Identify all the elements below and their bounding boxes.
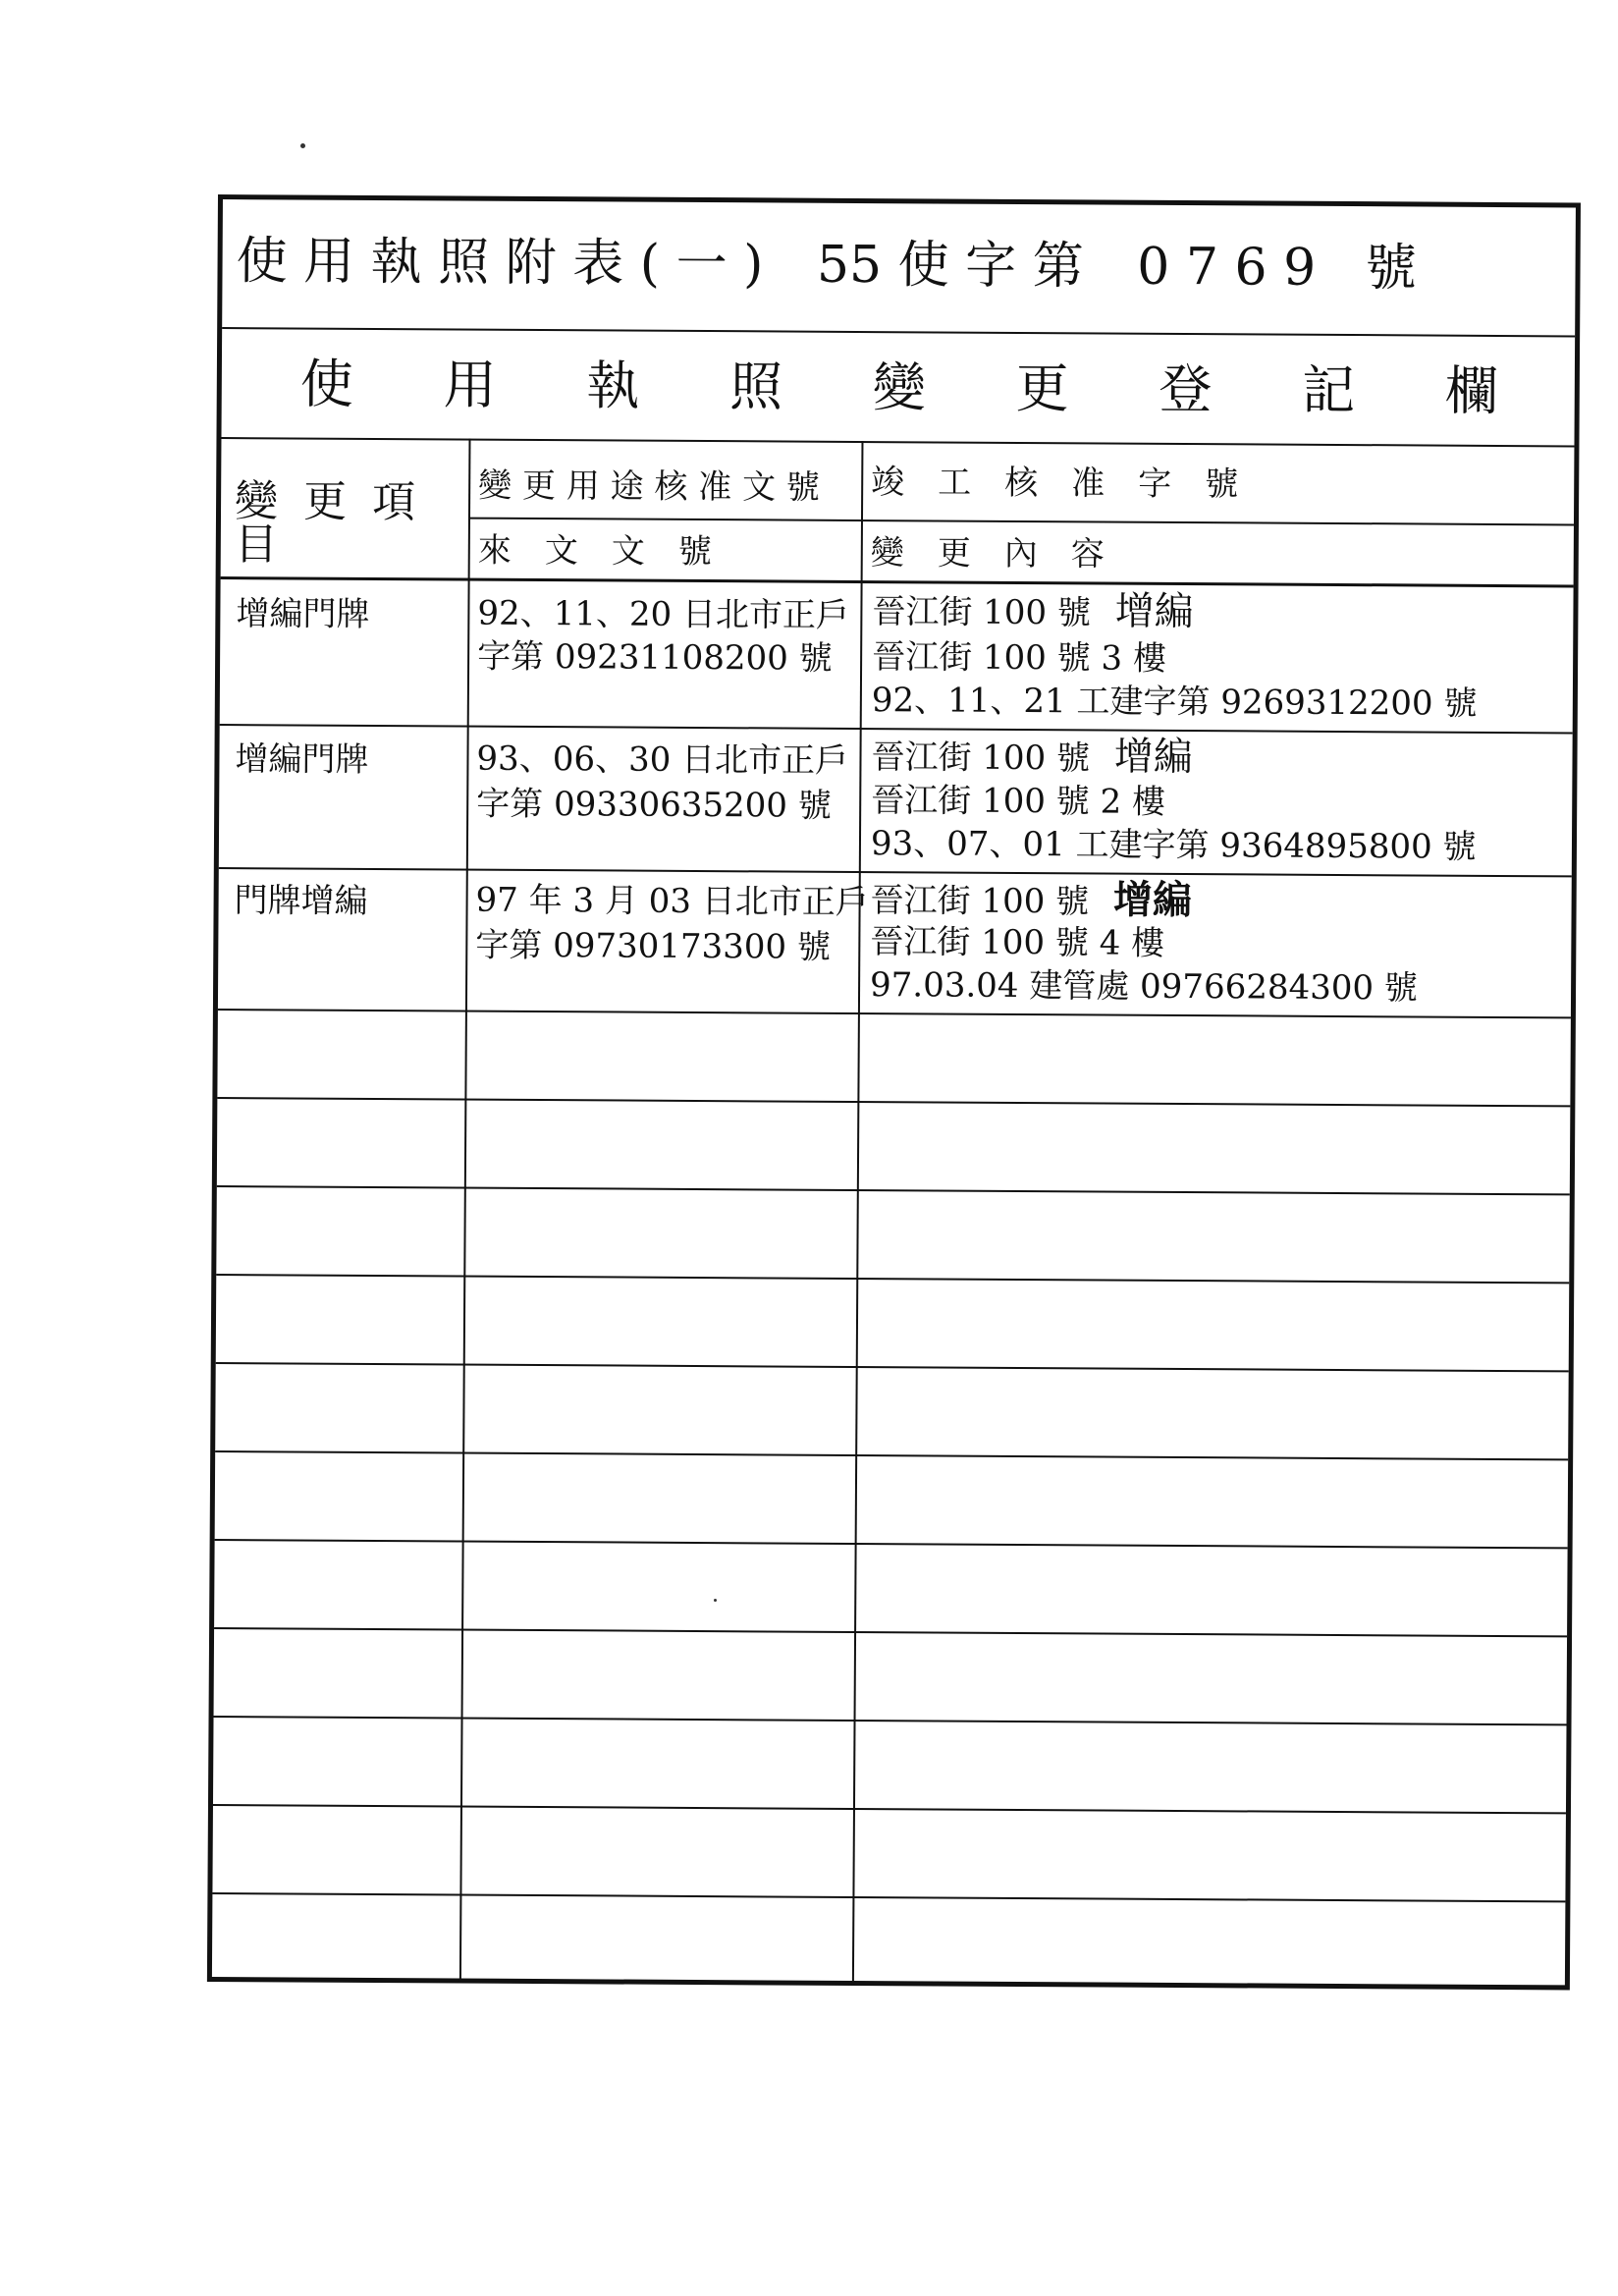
row1-doc-line2: 字第 09231108200 號 — [477, 636, 833, 679]
title-prefix: 使 用 執 照 附 表 ( 一 ) — [236, 232, 764, 295]
row3-doc-line1: 97 年 3 月 03 日北市正戶 — [475, 880, 869, 923]
added-tag: 增編 — [1114, 588, 1194, 635]
row3-doc-line2: 字第 09730173300 號 — [475, 925, 832, 967]
row2-doc-line2: 字第 09330635200 號 — [476, 784, 832, 826]
row1-item: 增編門牌 — [236, 594, 370, 634]
row-divider — [216, 1362, 1569, 1372]
divider — [221, 437, 1574, 447]
column-divider — [459, 439, 471, 1984]
row3-item: 門牌增編 — [234, 881, 368, 921]
row1-content-line3: 92、11、21 工建字第 9269312200 號 — [871, 681, 1478, 724]
divider — [222, 327, 1575, 337]
row-divider — [214, 1627, 1567, 1637]
row-divider — [218, 1009, 1571, 1018]
heading-char: 執 — [586, 355, 640, 417]
row-divider — [217, 1185, 1570, 1195]
address-text: 晉江街 100 號 — [871, 738, 1091, 779]
row2-content-line2: 晉江街 100 號 2 樓 — [871, 781, 1166, 822]
row3-content-line3: 97.03.04 建管處 09766284300 號 — [869, 965, 1418, 1009]
row2-item: 增編門牌 — [235, 739, 369, 780]
registration-form — [207, 194, 1581, 1990]
scan-speck — [300, 143, 305, 148]
added-tag: 增編 — [1112, 876, 1193, 924]
row2-doc-line1: 93、06、30 日北市正戶 — [476, 738, 849, 781]
heading-char: 使 — [299, 353, 354, 415]
row3-content-line1 — [870, 877, 1192, 924]
row-divider — [216, 1274, 1569, 1284]
row2-content-line1 — [871, 734, 1193, 781]
row-divider — [213, 1804, 1566, 1814]
divider — [221, 576, 1574, 587]
row-divider — [219, 867, 1572, 877]
row1-content-line2: 晉江街 100 號 3 樓 — [872, 637, 1167, 679]
header-change-content: 變 更 內 容 — [870, 533, 1105, 574]
column-divider — [852, 441, 864, 1986]
row-divider — [212, 1892, 1565, 1902]
row-divider — [215, 1450, 1568, 1460]
row1-doc-line1: 92、11、20 日北市正戶 — [477, 593, 850, 635]
row-divider — [215, 1539, 1568, 1549]
title-number-prefix: 55 使 字 第 — [816, 235, 1084, 297]
title-suffix: 號 — [1365, 239, 1417, 299]
form-title — [236, 217, 1572, 313]
section-heading — [242, 337, 1558, 439]
divider — [468, 518, 1574, 526]
header-incoming-doc: 來 文 文 號 — [477, 530, 712, 573]
header-approval-doc: 變 更 用 途 核 准 文 號 — [478, 465, 820, 508]
heading-char: 登 — [1159, 357, 1213, 421]
heading-char: 欄 — [1444, 359, 1498, 422]
row-divider — [220, 724, 1573, 734]
header-change-item: 變 更 項 目 — [234, 476, 422, 571]
heading-char: 變 — [872, 356, 927, 419]
heading-char: 記 — [1301, 358, 1356, 422]
header-completion-no: 竣 工 核 准 字 號 — [871, 463, 1239, 505]
address-text: 晉江街 100 號 — [870, 881, 1090, 922]
address-text: 晉江街 100 號 — [872, 592, 1092, 633]
heading-char: 照 — [728, 355, 783, 418]
license-number: 0 7 6 9 — [1137, 237, 1317, 298]
row3-content-line2: 晉江街 100 號 4 樓 — [870, 922, 1165, 963]
row1-content-line1 — [872, 588, 1194, 635]
added-tag: 增編 — [1113, 734, 1193, 781]
row2-content-line3: 93、07、01 工建字第 9364895800 號 — [870, 824, 1477, 867]
row-divider — [217, 1097, 1570, 1107]
heading-char: 用 — [443, 354, 497, 416]
heading-char: 更 — [1015, 356, 1069, 420]
row-divider — [214, 1716, 1567, 1725]
